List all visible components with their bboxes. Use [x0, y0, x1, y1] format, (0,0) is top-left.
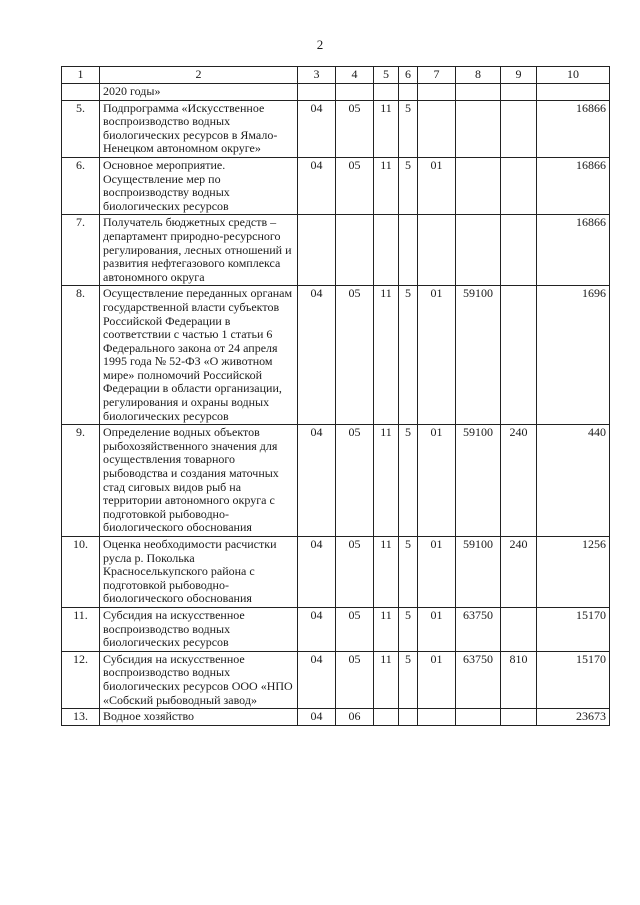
row-cell-c3: 04: [298, 157, 336, 214]
row-number: 12.: [62, 651, 100, 708]
row-cell-c5: 11: [374, 157, 399, 214]
row-cell-c5: 11: [374, 425, 399, 537]
row-cell-c4: 05: [336, 607, 374, 651]
header-cell: 2: [100, 67, 298, 84]
row-cell-c5: [374, 84, 399, 101]
row-cell-c3: 04: [298, 425, 336, 537]
row-description: Основное мероприятие. Осуществление мер по воспроизводству водных биологических ресурсов: [100, 157, 298, 214]
row-cell-c4: 05: [336, 537, 374, 608]
row-cell-c6: [399, 84, 418, 101]
row-cell-c4: 05: [336, 286, 374, 425]
row-cell-c3: [298, 215, 336, 286]
row-number: [62, 84, 100, 101]
row-cell-c6: 5: [399, 286, 418, 425]
table-row: [62, 709, 610, 726]
table-row: [62, 607, 610, 651]
row-number: 10.: [62, 537, 100, 608]
row-description: Определение водных объектов рыбохозяйственного значения для осуществления товарного рыбоводства и создания маточных стад сиговых видов рыб на территории автономного округа с подготовкой рыбоводно-биологического обоснования: [100, 425, 298, 537]
row-cell-c6: [399, 709, 418, 726]
row-number: 11.: [62, 607, 100, 651]
header-cell: 7: [418, 67, 456, 84]
row-description: Водное хозяйство: [100, 709, 298, 726]
row-cell-c4: [336, 215, 374, 286]
row-cell-c6: 5: [399, 607, 418, 651]
row-cell-c4: 05: [336, 651, 374, 708]
row-cell-c3: 04: [298, 537, 336, 608]
table-row: [62, 651, 610, 708]
row-cell-c9: [501, 215, 537, 286]
row-cell-c8: 59100: [456, 286, 501, 425]
header-cell: 8: [456, 67, 501, 84]
table-row: [62, 286, 610, 425]
row-number: 8.: [62, 286, 100, 425]
row-cell-c8: 59100: [456, 425, 501, 537]
row-cell-c5: 11: [374, 651, 399, 708]
row-cell-c10: 15170: [537, 651, 610, 708]
row-number: 6.: [62, 157, 100, 214]
row-cell-c6: 5: [399, 425, 418, 537]
row-cell-c7: [418, 215, 456, 286]
page-number: 2: [316, 37, 324, 52]
row-cell-c4: 06: [336, 709, 374, 726]
header-cell: 1: [62, 67, 100, 84]
row-cell-c5: 11: [374, 537, 399, 608]
row-cell-c5: [374, 215, 399, 286]
row-number: 5.: [62, 100, 100, 157]
row-cell-c8: [456, 157, 501, 214]
row-cell-c9: [501, 157, 537, 214]
row-cell-c4: 05: [336, 425, 374, 537]
row-cell-c8: 59100: [456, 537, 501, 608]
row-cell-c7: 01: [418, 651, 456, 708]
row-cell-c8: [456, 100, 501, 157]
row-cell-c9: 810: [501, 651, 537, 708]
row-cell-c6: 5: [399, 651, 418, 708]
row-description: Оценка необходимости расчистки русла р. Поколька Красноселькупского района с подготовкой рыбоводно-биологического обоснования: [100, 537, 298, 608]
header-cell: 5: [374, 67, 399, 84]
row-number: 13.: [62, 709, 100, 726]
row-cell-c10: 16866: [537, 157, 610, 214]
row-cell-c10: [537, 84, 610, 101]
row-number: 9.: [62, 425, 100, 537]
row-description: 2020 годы»: [100, 84, 298, 101]
row-cell-c7: [418, 100, 456, 157]
row-description: Получатель бюджетных средств – департамент природно-ресурсного регулирования, лесных отношений и развития нефтегазового комплекса автономного округа: [100, 215, 298, 286]
row-cell-c3: 04: [298, 651, 336, 708]
row-cell-c6: 5: [399, 537, 418, 608]
header-cell: 10: [537, 67, 610, 84]
row-cell-c10: 16866: [537, 215, 610, 286]
row-cell-c7: 01: [418, 286, 456, 425]
row-description: Субсидия на искусственное воспроизводство водных биологических ресурсов ООО «НПО «Собский рыбоводный завод»: [100, 651, 298, 708]
row-description: Субсидия на искусственное воспроизводство водных биологических ресурсов: [100, 607, 298, 651]
row-cell-c4: [336, 84, 374, 101]
table-row: [62, 100, 610, 157]
row-cell-c5: 11: [374, 100, 399, 157]
table-row: [62, 425, 610, 537]
row-cell-c8: 63750: [456, 607, 501, 651]
row-cell-c10: 1696: [537, 286, 610, 425]
row-cell-c9: 240: [501, 537, 537, 608]
row-cell-c10: 16866: [537, 100, 610, 157]
table-row: [62, 157, 610, 214]
row-cell-c9: 240: [501, 425, 537, 537]
row-cell-c3: 04: [298, 100, 336, 157]
row-cell-c10: 440: [537, 425, 610, 537]
row-cell-c5: [374, 709, 399, 726]
table-row: [62, 537, 610, 608]
row-cell-c10: 15170: [537, 607, 610, 651]
row-cell-c3: 04: [298, 607, 336, 651]
row-cell-c8: [456, 215, 501, 286]
row-cell-c5: 11: [374, 286, 399, 425]
header-cell: 3: [298, 67, 336, 84]
row-cell-c7: 01: [418, 537, 456, 608]
row-cell-c7: 01: [418, 425, 456, 537]
row-cell-c3: 04: [298, 709, 336, 726]
row-cell-c9: [501, 607, 537, 651]
row-cell-c7: 01: [418, 607, 456, 651]
row-cell-c3: 04: [298, 286, 336, 425]
row-description: Подпрограмма «Искусственное воспроизводство водных биологических ресурсов в Ямало-Ненецком автономном округе»: [100, 100, 298, 157]
row-cell-c5: 11: [374, 607, 399, 651]
row-cell-c7: 01: [418, 157, 456, 214]
row-cell-c7: [418, 84, 456, 101]
row-cell-c4: 05: [336, 100, 374, 157]
row-cell-c6: 5: [399, 157, 418, 214]
row-cell-c9: [501, 709, 537, 726]
row-cell-c8: [456, 709, 501, 726]
row-cell-c9: [501, 84, 537, 101]
header-cell: 9: [501, 67, 537, 84]
row-cell-c7: [418, 709, 456, 726]
header-cell: 4: [336, 67, 374, 84]
row-cell-c3: [298, 84, 336, 101]
row-cell-c10: 23673: [537, 709, 610, 726]
table-row: [62, 84, 610, 101]
row-cell-c10: 1256: [537, 537, 610, 608]
row-description: Осуществление переданных органам государственной власти субъектов Российской Федерации в соответствии с частью 1 статьи 6 Федерального закона от 24 апреля 1995 года № 52-ФЗ «О животном мире» полномочий Российской Федерации в области организации, регулирования и охраны водных биологических ресурсов: [100, 286, 298, 425]
row-cell-c8: [456, 84, 501, 101]
row-cell-c4: 05: [336, 157, 374, 214]
row-cell-c9: [501, 286, 537, 425]
row-cell-c8: 63750: [456, 651, 501, 708]
header-cell: 6: [399, 67, 418, 84]
row-cell-c6: 5: [399, 100, 418, 157]
row-cell-c9: [501, 100, 537, 157]
row-number: 7.: [62, 215, 100, 286]
budget-table: [61, 66, 610, 726]
table-header-row: [62, 67, 610, 84]
table-row: [62, 215, 610, 286]
row-cell-c6: [399, 215, 418, 286]
